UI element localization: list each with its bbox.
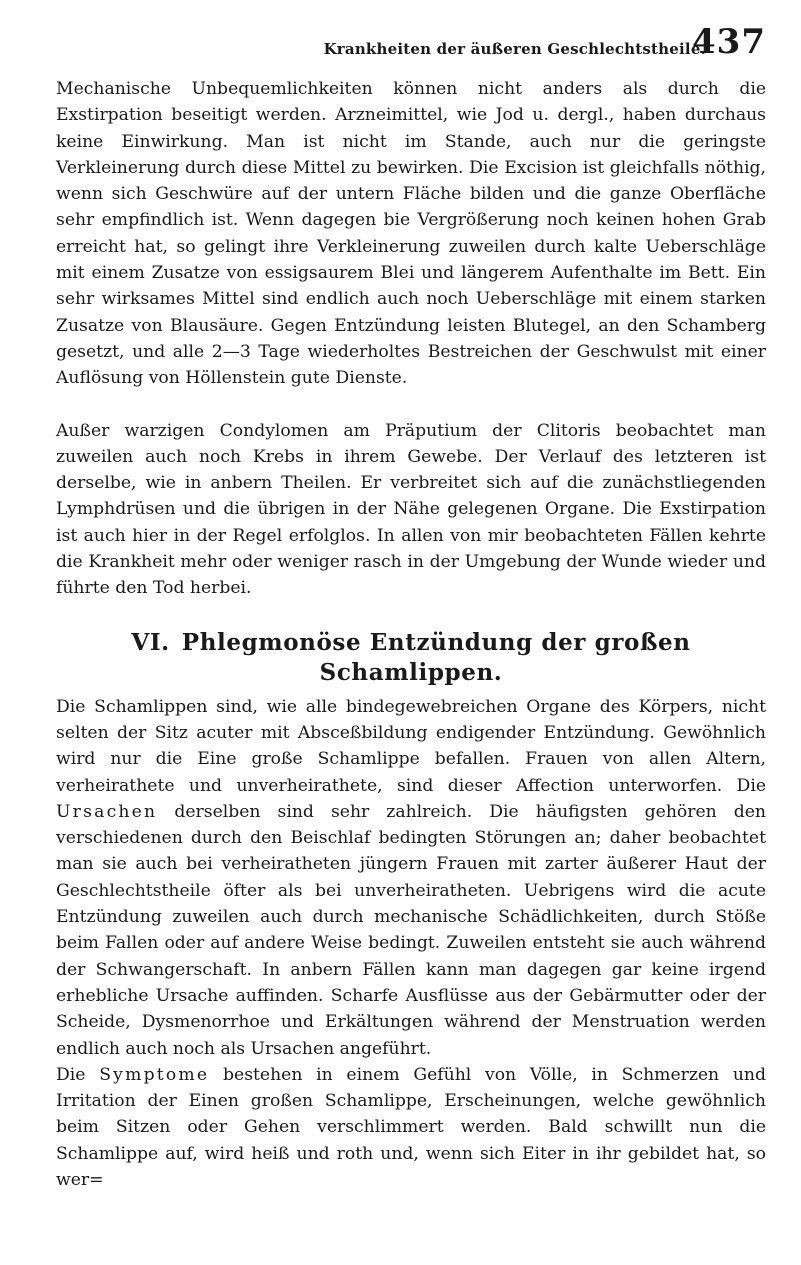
paragraph-causes: [56, 694, 766, 1062]
section-number: VI.: [131, 628, 170, 656]
page-header: [56, 12, 766, 72]
term-symptome: Symptome: [99, 1064, 210, 1085]
paragraph-treatment: Mechanische Unbequemlichkeiten können nicht anders als durch die Exstirpation beseitigt werden. Arzneimittel, wie Jod u. dergl., haben durchaus keine Einwirkung. Man ist nicht im Stande, auch nur die geringste Verkleinerung durch diese Mittel zu bewirken. Die Excision ist gleichfalls nöthig, wenn sich Geschwüre auf der untern Fläche bilden und die ganze Oberfläche sehr empfindlich ist. Wenn dagegen bie Vergrößerung noch keinen hohen Grab erreicht hat, so gelingt ihre Verkleinerung zuweilen durch kalte Ueberschläge mit einem Zusatze von essigsaurem Blei und längerem Aufenthalte im Bett. Ein sehr wirksames Mittel sind endlich auch noch Ueberschläge mit einem starken Zusatze von Blausäure. Gegen Entzündung leisten Blutegel, an den Schamberg gesetzt, und alle 2—3 Tage wiederholtes Bestreichen der Geschwulst mit einer Auflösung von Höllenstein gute Dienste.: [56, 79, 766, 389]
paragraph-symptoms-text-2: bestehen in einem Gefühl von Völle, in Schmerzen und Irritation der Einen großen Schamlippe, Erscheinungen, welche gewöhnlich beim Sitzen oder Gehen verschlimmert werden. Bald schwillt nun die Schamlippe auf, wird heiß und roth und, wenn sich Eiter in ihr gebildet hat, so wer=: [56, 1064, 766, 1190]
term-ursachen: Ursachen: [56, 801, 158, 822]
paragraph-symptoms: [56, 1062, 766, 1193]
page-number: 437: [692, 22, 766, 62]
paragraph-causes-text-1: Die Schamlippen sind, wie alle bindegewebreichen Organe des Körpers, nicht selten der Sitz acuter mit Abscеßbildung endigender Entzündung. Gewöhnlich wird nur die Eine große Schamlippe befallen. Frauen von allen Altern, verheirathete und unverheirathete, sind dieser Affection unterworfen. Die: [56, 696, 766, 796]
page-body: [56, 76, 766, 1193]
paragraph-causes-text-2: derselben sind sehr zahlreich. Die häufigsten gehören den verschiedenen durch den Beischlaf bedingten Störungen an; daher beobachtet man sie auch bei verheiratheten jüngern Frauen mit zarter äußerer Haut der Geschlechtstheile öfter als bei unverheiratheten. Uebrigens wird die acute Entzündung zuweilen auch durch mechanische Schädlichkeiten, durch Stöße beim Fallen oder auf andere Weise bedingt. Zuweilen entsteht sie auch während der Schwangerschaft. In anbern Fällen kann man dagegen gar keine irgend erhebliche Ursache auffinden. Scharfe Ausflüsse aus der Gebärmutter oder der Scheide, Dysmenorrhoe und Erkältungen während der Menstruation werden endlich auch noch als Ursachen angeführt.: [56, 801, 766, 1059]
section-title: Phlegmonöse Entzündung der großen Schamlippen.: [181, 628, 691, 686]
paragraph-condylomata: Außer warzigen Condylomen am Präputium der Clitoris beobachtet man zuweilen auch noch Krebs in ihrem Gewebe. Der Verlauf des letzteren ist derselbe, wie in anbern Theilen. Er verbreitet sich auf die zunächstliegenden Lymphdrüsen und die übrigen in der Nähe gelegenen Organe. Die Exstirpation ist auch hier in der Regel erfolglos. In allen von mir beobachteten Fällen kehrte die Krankheit mehr oder weniger rasch in der Umgebung der Wunde wieder und führte den Tod herbei.: [56, 420, 766, 599]
paragraph-symptoms-text-1: Die: [56, 1064, 100, 1085]
section-heading: [56, 628, 766, 688]
running-head: Krankheiten der äußeren Geschlechtstheile.: [323, 40, 706, 58]
